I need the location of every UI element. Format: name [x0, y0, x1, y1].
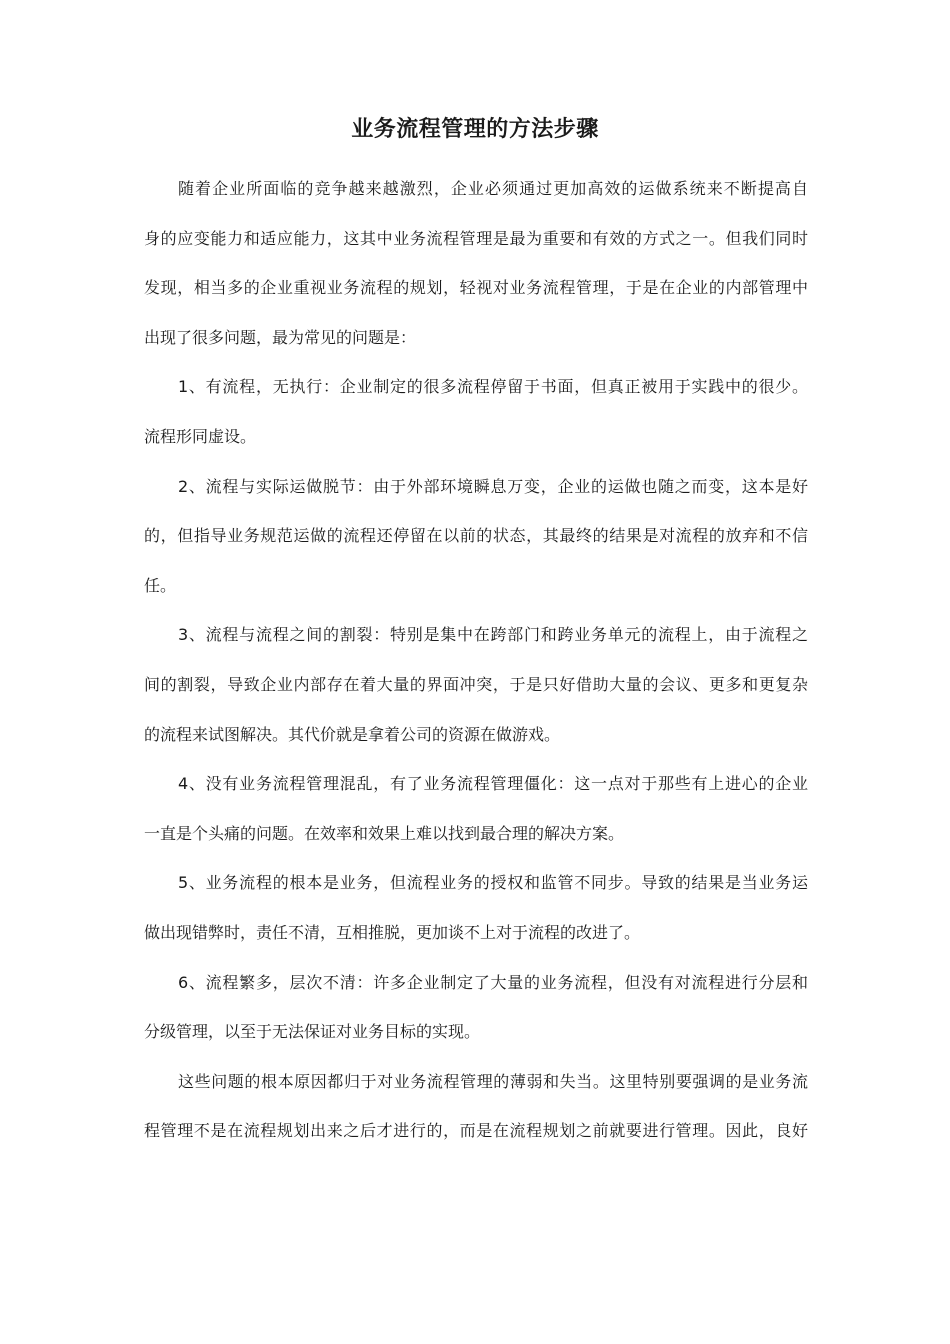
text-line: 分级管理，以至于无法保证对业务目标的实现。: [144, 1022, 481, 1042]
text-line: 的流程来试图解决。其代价就是拿着公司的资源在做游戏。: [144, 724, 561, 744]
text-line: 程管理不是在流程规划出来之后才进行的，而是在流程规划之前就要进行管理。因此，良好: [144, 1121, 808, 1141]
paragraph: [144, 958, 808, 1057]
paragraph: [144, 610, 808, 759]
text-line: 发现，相当多的企业重视业务流程的规划，轻视对业务流程管理，于是在企业的内部管理中: [144, 278, 808, 298]
paragraph: [144, 164, 808, 362]
paragraph: [144, 362, 808, 461]
text-line: 的，但指导业务规范运做的流程还停留在以前的状态，其最终的结果是对流程的放弃和不信: [144, 526, 808, 546]
text-line: 1、有流程，无执行：企业制定的很多流程停留于书面，但真正被用于实践中的很少。: [178, 377, 808, 397]
text-line: 任。: [144, 575, 177, 595]
text-line: 这些问题的根本原因都归于对业务流程管理的薄弱和失当。这里特别要强调的是业务流: [178, 1071, 808, 1091]
text-line: 做出现错弊时，责任不清，互相推脱，更加谈不上对于流程的改进了。: [144, 922, 641, 942]
text-line: 出现了很多问题，最为常见的问题是：: [144, 327, 417, 347]
text-line: 身的应变能力和适应能力，这其中业务流程管理是最为重要和有效的方式之一。但我们同时: [144, 228, 808, 248]
text-line: 间的割裂，导致企业内部存在着大量的界面冲突，于是只好借助大量的会议、更多和更复杂: [144, 674, 808, 694]
text-line: 5、业务流程的根本是业务，但流程业务的授权和监管不同步。导致的结果是当业务运: [178, 873, 808, 893]
text-line: 一直是个头痛的问题。在效率和效果上难以找到最合理的解决方案。: [144, 823, 625, 843]
text-line: 4、没有业务流程管理混乱，有了业务流程管理僵化：这一点对于那些有上进心的企业: [178, 774, 808, 794]
paragraph: [144, 759, 808, 858]
text-line: 2、流程与实际运做脱节：由于外部环境瞬息万变，企业的运做也随之而变，这本是好: [178, 476, 808, 496]
text-line: 3、流程与流程之间的割裂：特别是集中在跨部门和跨业务单元的流程上，由于流程之: [178, 625, 808, 645]
text-line: 随着企业所面临的竞争越来越激烈，企业必须通过更加高效的运做系统来不断提高自: [178, 179, 808, 198]
paragraph: [144, 1057, 808, 1156]
paragraph: [144, 462, 808, 611]
paragraph: [144, 858, 808, 957]
document-title: 业务流程管理的方法步骤: [351, 117, 599, 142]
text-line: 流程形同虚设。: [144, 426, 257, 446]
document-body: [144, 164, 808, 1156]
text-line: 6、流程繁多，层次不清：许多企业制定了大量的业务流程，但没有对流程进行分层和: [178, 972, 808, 992]
